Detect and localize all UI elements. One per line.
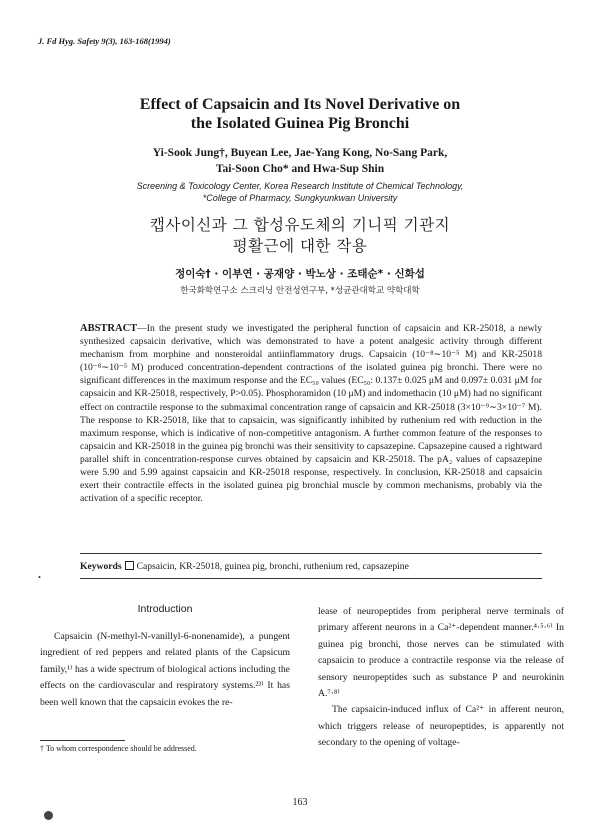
paper-title-line-1: Effect of Capsaicin and Its Novel Derivative on [139, 96, 461, 113]
right-column-text [318, 604, 564, 752]
journal-citation: J. Fd Hyg. Safety 9(3), 163-168(1994) [38, 36, 171, 46]
page-number: 163 [292, 797, 308, 808]
section-heading-introduction: Introduction [137, 603, 193, 615]
keywords-text: Capsaicin, KR-25018, guinea pig, bronchi, ruthenium red, capsazepine [136, 561, 409, 572]
scan-dot-mark [44, 811, 53, 820]
paper-title-line-2: the Isolated Guinea Pig Bronchi [190, 115, 410, 132]
checkbox-square-icon [125, 561, 134, 570]
authors-line-2: Tai-Soon Cho* and Hwa-Sup Shin [215, 163, 385, 175]
korean-title-line-2: 평활근에 대한 작용 [232, 237, 368, 255]
abstract-dash: — [137, 323, 147, 334]
left-column-text [40, 629, 290, 711]
footnote-divider [40, 740, 125, 741]
paragraph: Capsaicin (N-methyl-N-vanillyl-6-nonenamide), a pungent ingredient of red peppers and related plants of the Capsicum family,¹⁾ has a wide spectrum of biological actions including the effects on the cardiovascular and respiratory systems.²³⁾ It has been well known that the capsaicin evokes the re- [40, 631, 290, 708]
abstract-text: In the present study we investigated the peripheral function of capsaicin and KR-25018, a newly synthesized capsaicin derivative, which was demonstrated to have a potent analgesic activity through different mechanism from morphine and nonsteroidal antiinflammatory drugs. Capsaicin (10⁻⁸∼10⁻⁵ M) and KR-25018 (10⁻⁸∼10⁻⁵ M) produced concentration-dependent contractions of the isolated guinea pig bronchi. There were no significant differences in the maximum response and the EC₅₀ values (EC₅₀: 0.137± 0.025 μM and 0.097± 0.031 μM for capsaicin and KR-25018, respectively, P>0.05). Phosphoramidon (10 μM) and indomethacin (10 μM) had no significant effect on contractile response to the submaximal concentration range of capsaicin and KR-25018 (3×10⁻⁹∼3×10⁻⁷ M). The response to KR-25018, like that to capsaicin, was significantly inhibited by ruthenium red with reduction in the maximum response, which is indicative of non-competitive antagonism. A further common feature of the responses to capsaicin and KR-25018 in the guinea pig bronchi was their sensitivity to capsazepine. Capsazepine caused a rightward parallel shift in concentration-response curves obtained by capsaicin and KR-25018. The pA₂ values of capsazepine were 5.90 and 5.99 against capsaicin and KR-25018 response, respectively. In conclusion, KR-25018 and capsaicin exert their contractile effects in the isolated guinea pig bronchial muscle by common mechanisms, probably via the activation of a specific receptor. [80, 323, 542, 505]
footnote: † To whom correspondence should be addressed. [40, 744, 197, 753]
paragraph: The capsaicin-induced influx of Ca²⁺ in afferent neuron, which triggers release of neuropeptides, is apparently not secondary to the opening of voltage- [318, 704, 564, 749]
affiliation-line-2: *College of Pharmacy, Sungkyunkwan University [202, 193, 398, 203]
abstract-label: ABSTRACT [80, 323, 138, 334]
authors-line-1: Yi-Sook Jung†, Buyean Lee, Jae-Yang Kong, No-Sang Park, [152, 147, 448, 159]
keywords [80, 561, 409, 572]
korean-authors: 정이숙† · 이부연 · 공재양 · 박노상 · 조태순* · 신화섭 [175, 268, 425, 280]
korean-affiliations: 한국화학연구소 스크리닝 안전성연구부, *성균관대학교 약학대학 [180, 286, 420, 296]
keywords-label: Keywords [80, 561, 122, 572]
paragraph: lease of neuropeptides from peripheral nerve terminals of primary afferent neurons in a Ca²⁺-dependent manner.⁴·⁵·⁶⁾ In guinea pig bronchi, those nerves can be stimulated with capsaicin to produce a contractile response via the release of sensory neuropeptides such as substance P and neurokinin A.⁷·⁸⁾ [318, 606, 564, 700]
margin-bullet-mark: . [38, 567, 41, 581]
abstract-divider-bottom [80, 578, 542, 579]
abstract-divider-top [80, 553, 542, 554]
abstract [80, 322, 542, 505]
affiliation-line-1: Screening & Toxicology Center, Korea Research Institute of Chemical Technology, [136, 181, 464, 191]
korean-title-line-1: 캡사이신과 그 합성유도체의 기니픽 기관지 [149, 216, 451, 234]
